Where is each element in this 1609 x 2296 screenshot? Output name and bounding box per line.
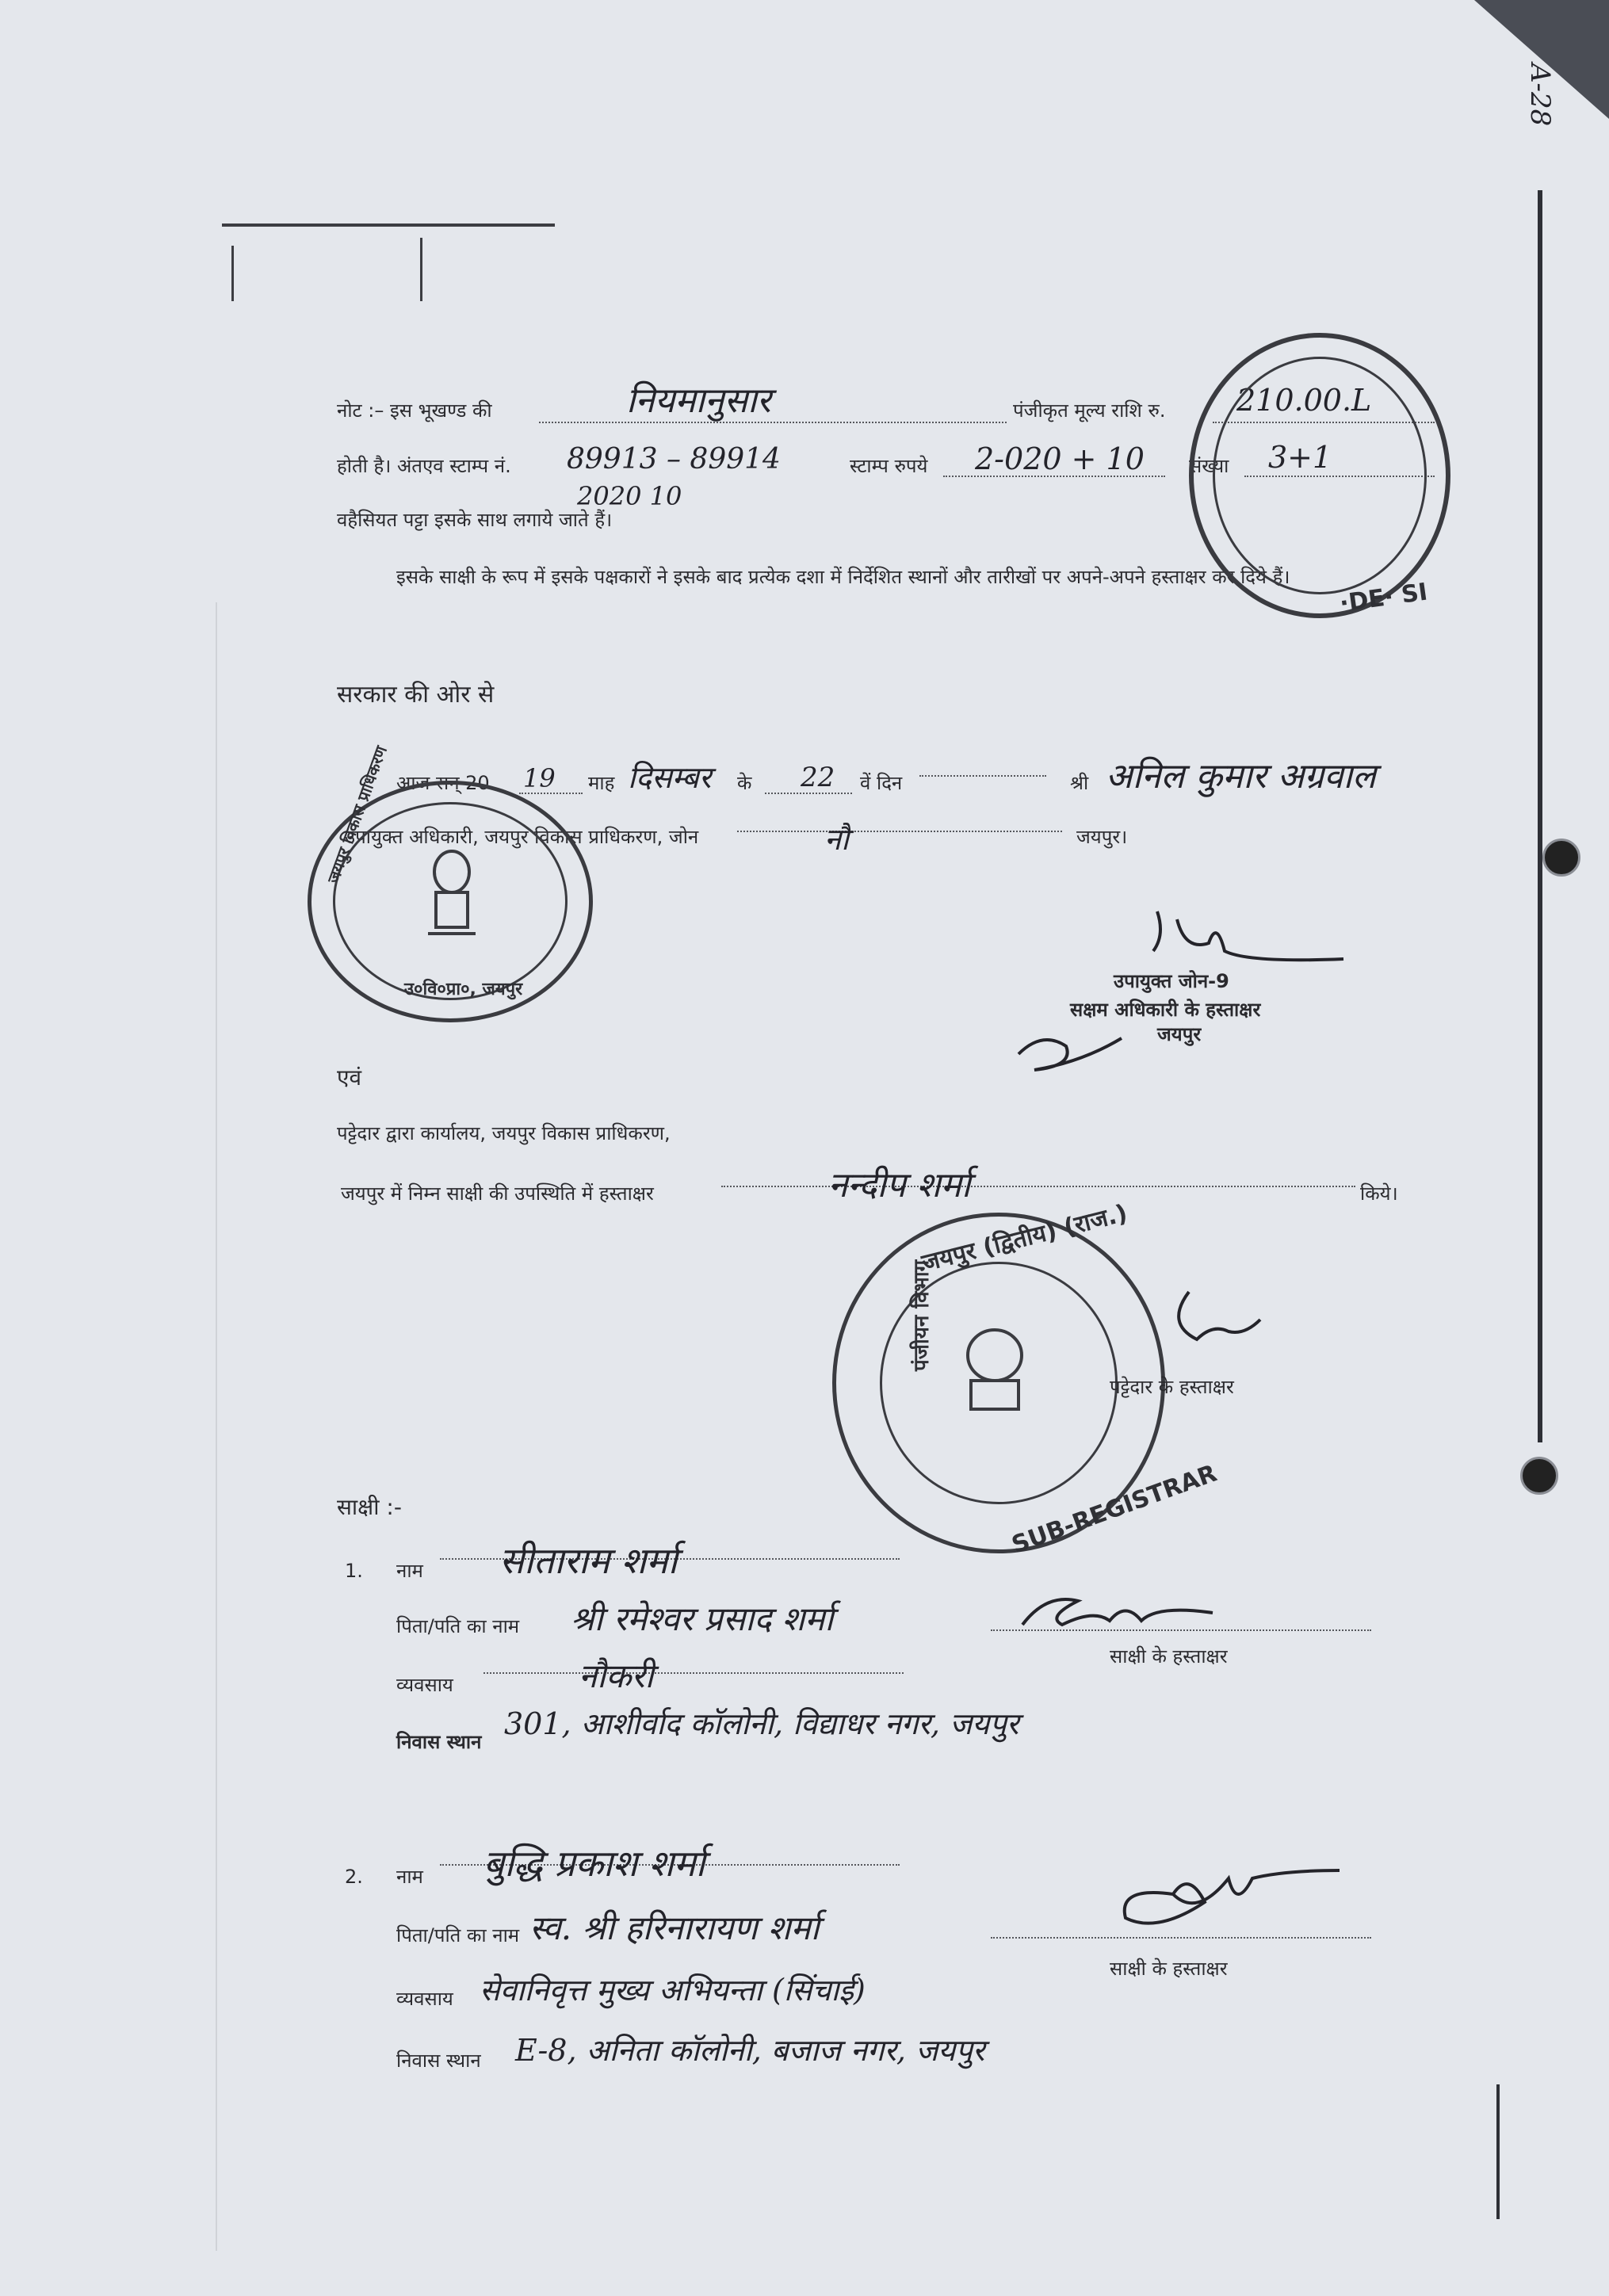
hw-rupees: 2-020 + 10 xyxy=(975,441,1145,476)
witness-heading: साक्षी :- xyxy=(337,1494,402,1520)
seal-bottom-text: SUB-REGISTRAR xyxy=(1008,1459,1221,1560)
witness-1-occupation: नौकरी xyxy=(579,1656,654,1695)
left-margin-rule xyxy=(216,602,217,2251)
page-edge-line xyxy=(1538,190,1542,1442)
witness-number: 1. xyxy=(345,1560,363,1582)
initial-mark xyxy=(1015,1022,1141,1070)
officer-line: उपायुक्त अधिकारी, जयपुर विकास प्राधिकरण, जोन xyxy=(345,826,699,848)
witness-2-sign-label: साक्षी के हस्ताक्षर xyxy=(1110,1958,1228,1980)
fill-line xyxy=(483,1672,904,1674)
hw-year: 19 xyxy=(523,763,556,793)
witness-father-label: पिता/पति का नाम xyxy=(396,1615,520,1637)
government-heading: सरकार की ओर से xyxy=(337,681,495,709)
witness-name-label: नाम xyxy=(396,1866,423,1888)
hw-officer: अनिल कुमार अग्रवाल xyxy=(1106,756,1376,797)
witness-paragraph: इसके साक्षी के रूप में इसके पक्षकारों ने इसके बाद प्रत्येक दशा में निर्देशित स्थानों और तारीखों पर अपने-अपने हस्ताक्षर कर दिये हैं। xyxy=(396,566,1290,588)
punch-hole xyxy=(1542,839,1580,877)
fill-line xyxy=(519,793,583,794)
kiye-label: किये। xyxy=(1360,1182,1398,1205)
ke-label: के xyxy=(737,772,752,794)
witness-1-signature xyxy=(1015,1585,1221,1641)
day-suffix: वें दिन xyxy=(860,772,903,794)
hw-amount: 210.00.L xyxy=(1236,383,1372,418)
witness-1-residence: 301, आशीर्वाद कॉलोनी, विद्याधर नगर, जयपुर xyxy=(504,1706,1019,1741)
witness-father-label: पिता/पति का नाम xyxy=(396,1924,520,1946)
fill-line xyxy=(991,1937,1371,1939)
hw-stamp-no: 89913 – 89914 xyxy=(567,443,781,476)
fill-line xyxy=(765,793,852,794)
lessee-line2: जयपुर में निम्न साक्षी की उपस्थिति में हस्ताक्षर xyxy=(341,1182,654,1205)
hw-count: 3+1 xyxy=(1268,440,1332,475)
hw-day: 22 xyxy=(801,762,835,793)
lessee-sign-label: पट्टेदार के हस्ताक्षर xyxy=(1110,1376,1234,1398)
hw-month: दिसम्बर xyxy=(628,760,712,795)
witness-1-father: श्री रमेश्वर प्रसाद शर्मा xyxy=(571,1599,834,1638)
count-label: संख्या xyxy=(1189,455,1229,477)
witness-name-label: नाम xyxy=(396,1560,423,1582)
sign-stamp-3: जयपुर xyxy=(1157,1023,1202,1045)
hw-stamp-sub: 2020 10 xyxy=(577,481,682,511)
officer-signature xyxy=(1141,904,1347,975)
header-tick xyxy=(231,246,234,301)
witness-2-name: बुद्धि प्रकाश शर्मा xyxy=(483,1842,705,1885)
witness-2-father: स्व. श्री हरिनारायण शर्मा xyxy=(529,1908,820,1947)
seal-top-text: जयपुर (द्वितीय) (राज.) xyxy=(919,1199,1130,1278)
witness-2-signature xyxy=(1110,1862,1347,1934)
seal-center-text: पंजीयन विभाग xyxy=(910,1259,934,1371)
page-edge-line xyxy=(1496,2084,1500,2219)
hw-zone: नौ xyxy=(824,822,849,857)
note-prefix: नोट :– इस भूखण्ड की xyxy=(337,399,492,422)
fill-line xyxy=(737,831,1062,832)
witness-residence-label: निवास स्थान xyxy=(396,1731,482,1753)
shri-label: श्री xyxy=(1070,772,1089,794)
sign-stamp-2: सक्षम अधिकारी के हस्ताक्षर xyxy=(1070,999,1261,1021)
hw-category: नियमानुसार xyxy=(626,380,771,421)
stamp-arc-inner xyxy=(1213,357,1427,594)
hw-lessee-name: नन्दीप शर्मा xyxy=(828,1165,971,1205)
punch-hole xyxy=(1520,1457,1558,1495)
note-line2: होती है। अंतएव स्टाम्प नं. xyxy=(337,455,511,477)
emblem-icon xyxy=(951,1324,1038,1419)
date-prefix: आज सन् 20 xyxy=(396,772,490,794)
witness-2-occupation: सेवानिवृत्त मुख्य अभियन्ता (सिंचाई) xyxy=(480,1973,866,2008)
witness-residence-label: निवास स्थान xyxy=(396,2050,481,2072)
note-line3: वहैसियत पट्टा इसके साथ लगाये जाते हैं। xyxy=(337,509,613,531)
witness-number: 2. xyxy=(345,1866,363,1888)
city-label: जयपुर। xyxy=(1076,826,1128,848)
stamp-text: ·DE· SI xyxy=(1338,578,1430,618)
header-rule xyxy=(222,223,555,227)
witness-1-sign-label: साक्षी के हस्ताक्षर xyxy=(1110,1645,1228,1668)
note-mid: पंजीकृत मूल्य राशि रु. xyxy=(1013,399,1166,422)
fill-line xyxy=(919,775,1046,777)
witness-2-residence: E-8, अनिता कॉलोनी, बजाज नगर, जयपुर xyxy=(515,2033,985,2068)
evam-label: एवं xyxy=(337,1064,362,1091)
witness-occupation-label: व्यवसाय xyxy=(396,1988,453,2010)
witness-occupation-label: व्यवसाय xyxy=(396,1674,453,1696)
emblem-icon xyxy=(420,848,483,943)
lessee-line1: पट्टेदार द्वारा कार्यालय, जयपुर विकास प्राधिकरण, xyxy=(337,1122,671,1144)
jda-seal-bottom: उ०वि०प्रा०, जयपुर xyxy=(404,980,523,999)
stamp-rupees-label: स्टाम्प रुपये xyxy=(850,455,928,477)
jda-seal-text: जयपुर विकास प्राधिकरण xyxy=(323,743,392,886)
fill-line xyxy=(539,422,1007,423)
witness-1-name: सीताराम शर्मा xyxy=(499,1539,678,1582)
fill-line xyxy=(721,1186,1355,1187)
lessee-signature xyxy=(1165,1284,1260,1355)
header-tick xyxy=(420,238,422,301)
corner-mark: A-28 xyxy=(1524,63,1556,127)
sign-stamp-1: उपायुक्त जोन-9 xyxy=(1114,970,1229,992)
month-label: माह xyxy=(588,772,615,794)
